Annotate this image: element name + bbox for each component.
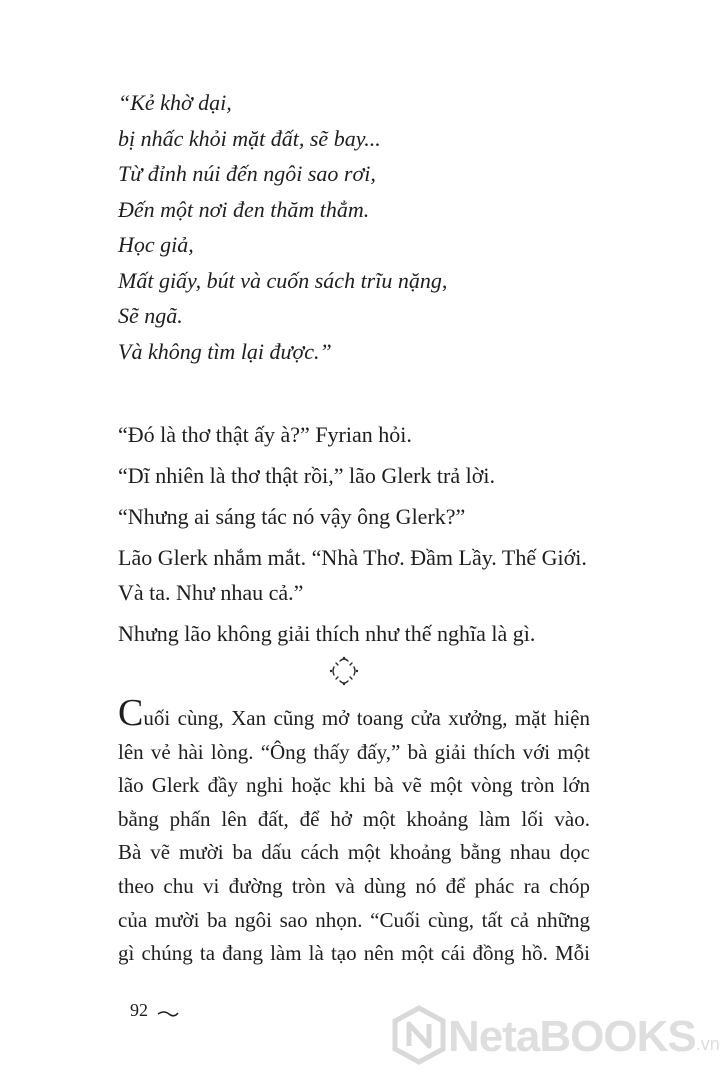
paragraph-line: của mười ba ngôi sao nhọn. “Cuối cùng, tất cả những — [118, 907, 590, 932]
poem-line: bị nhấc khỏi mặt đất, sẽ bay... — [118, 125, 381, 151]
dialogue-line: “Nhưng ai sáng tác nó vậy ông Glerk?” — [118, 504, 466, 529]
watermark-suffix: .vn — [695, 1034, 720, 1054]
paragraph-line: theo chu vi đường tròn và dùng nó để phác ra chóp — [118, 873, 590, 898]
paragraph-line — [118, 692, 590, 736]
poem-line: Và không tìm lại được.” — [118, 338, 332, 364]
dialogue-line: Nhưng lão không giải thích như thế nghĩa là gì. — [118, 621, 536, 646]
dialogue-block — [118, 417, 588, 651]
paragraph-line: lão Glerk đầy nghi hoặc khi bà vẽ một vòng tròn lớn — [118, 773, 590, 798]
watermark-text: NetaBOOKS — [448, 1012, 696, 1061]
watermark — [390, 1007, 720, 1067]
page-number-text: 92 — [130, 1000, 148, 1020]
poem-line: Học giả, — [118, 232, 194, 257]
paragraph-line: Bà vẽ mười ba dấu cách một khoảng bằng nhau dọc — [118, 840, 590, 865]
dialogue-line: “Dĩ nhiên là thơ thật rồi,” lão Glerk trả lời. — [118, 463, 495, 488]
poem-line: Sẽ ngã. — [118, 303, 183, 328]
poem-line: “Kẻ khờ dại, — [118, 90, 232, 115]
body-paragraph — [118, 692, 590, 971]
poem-line: Từ đỉnh núi đến ngôi sao rơi, — [118, 161, 376, 186]
first-line-text: uối cùng, Xan cũng mở toang cửa xưởng, mặt hiện — [143, 706, 590, 730]
paragraph-line: lên vẻ hài lòng. “Ông thấy đấy,” bà giải thích với một — [118, 739, 590, 764]
paragraph-line: bằng phấn lên đất, để hở một khoảng làm lối vào. — [118, 806, 590, 831]
paragraph-line: gì chúng ta đang làm là tạo nên một cái đồng hồ. Mỗi — [118, 941, 590, 966]
page-number — [130, 1000, 179, 1022]
poem-line: Mất giấy, bút và cuốn sách trĩu nặng, — [118, 267, 448, 293]
netabooks-n-logo-icon — [390, 1006, 448, 1069]
dialogue-line: “Đó là thơ thật ấy à?” Fyrian hỏi. — [118, 422, 412, 447]
poem-block — [118, 85, 447, 369]
folio-flourish-icon — [157, 1001, 179, 1022]
circular-flourish-icon — [327, 654, 361, 688]
dialogue-line: Lão Glerk nhắm mắt. “Nhà Thơ. Đầm Lầy. Thế Giới. — [118, 545, 587, 570]
drop-cap: C — [118, 692, 144, 734]
dialogue-line: Và ta. Như nhau cả.” — [118, 580, 304, 605]
poem-line: Đến một nơi đen thăm thẳm. — [118, 196, 370, 222]
